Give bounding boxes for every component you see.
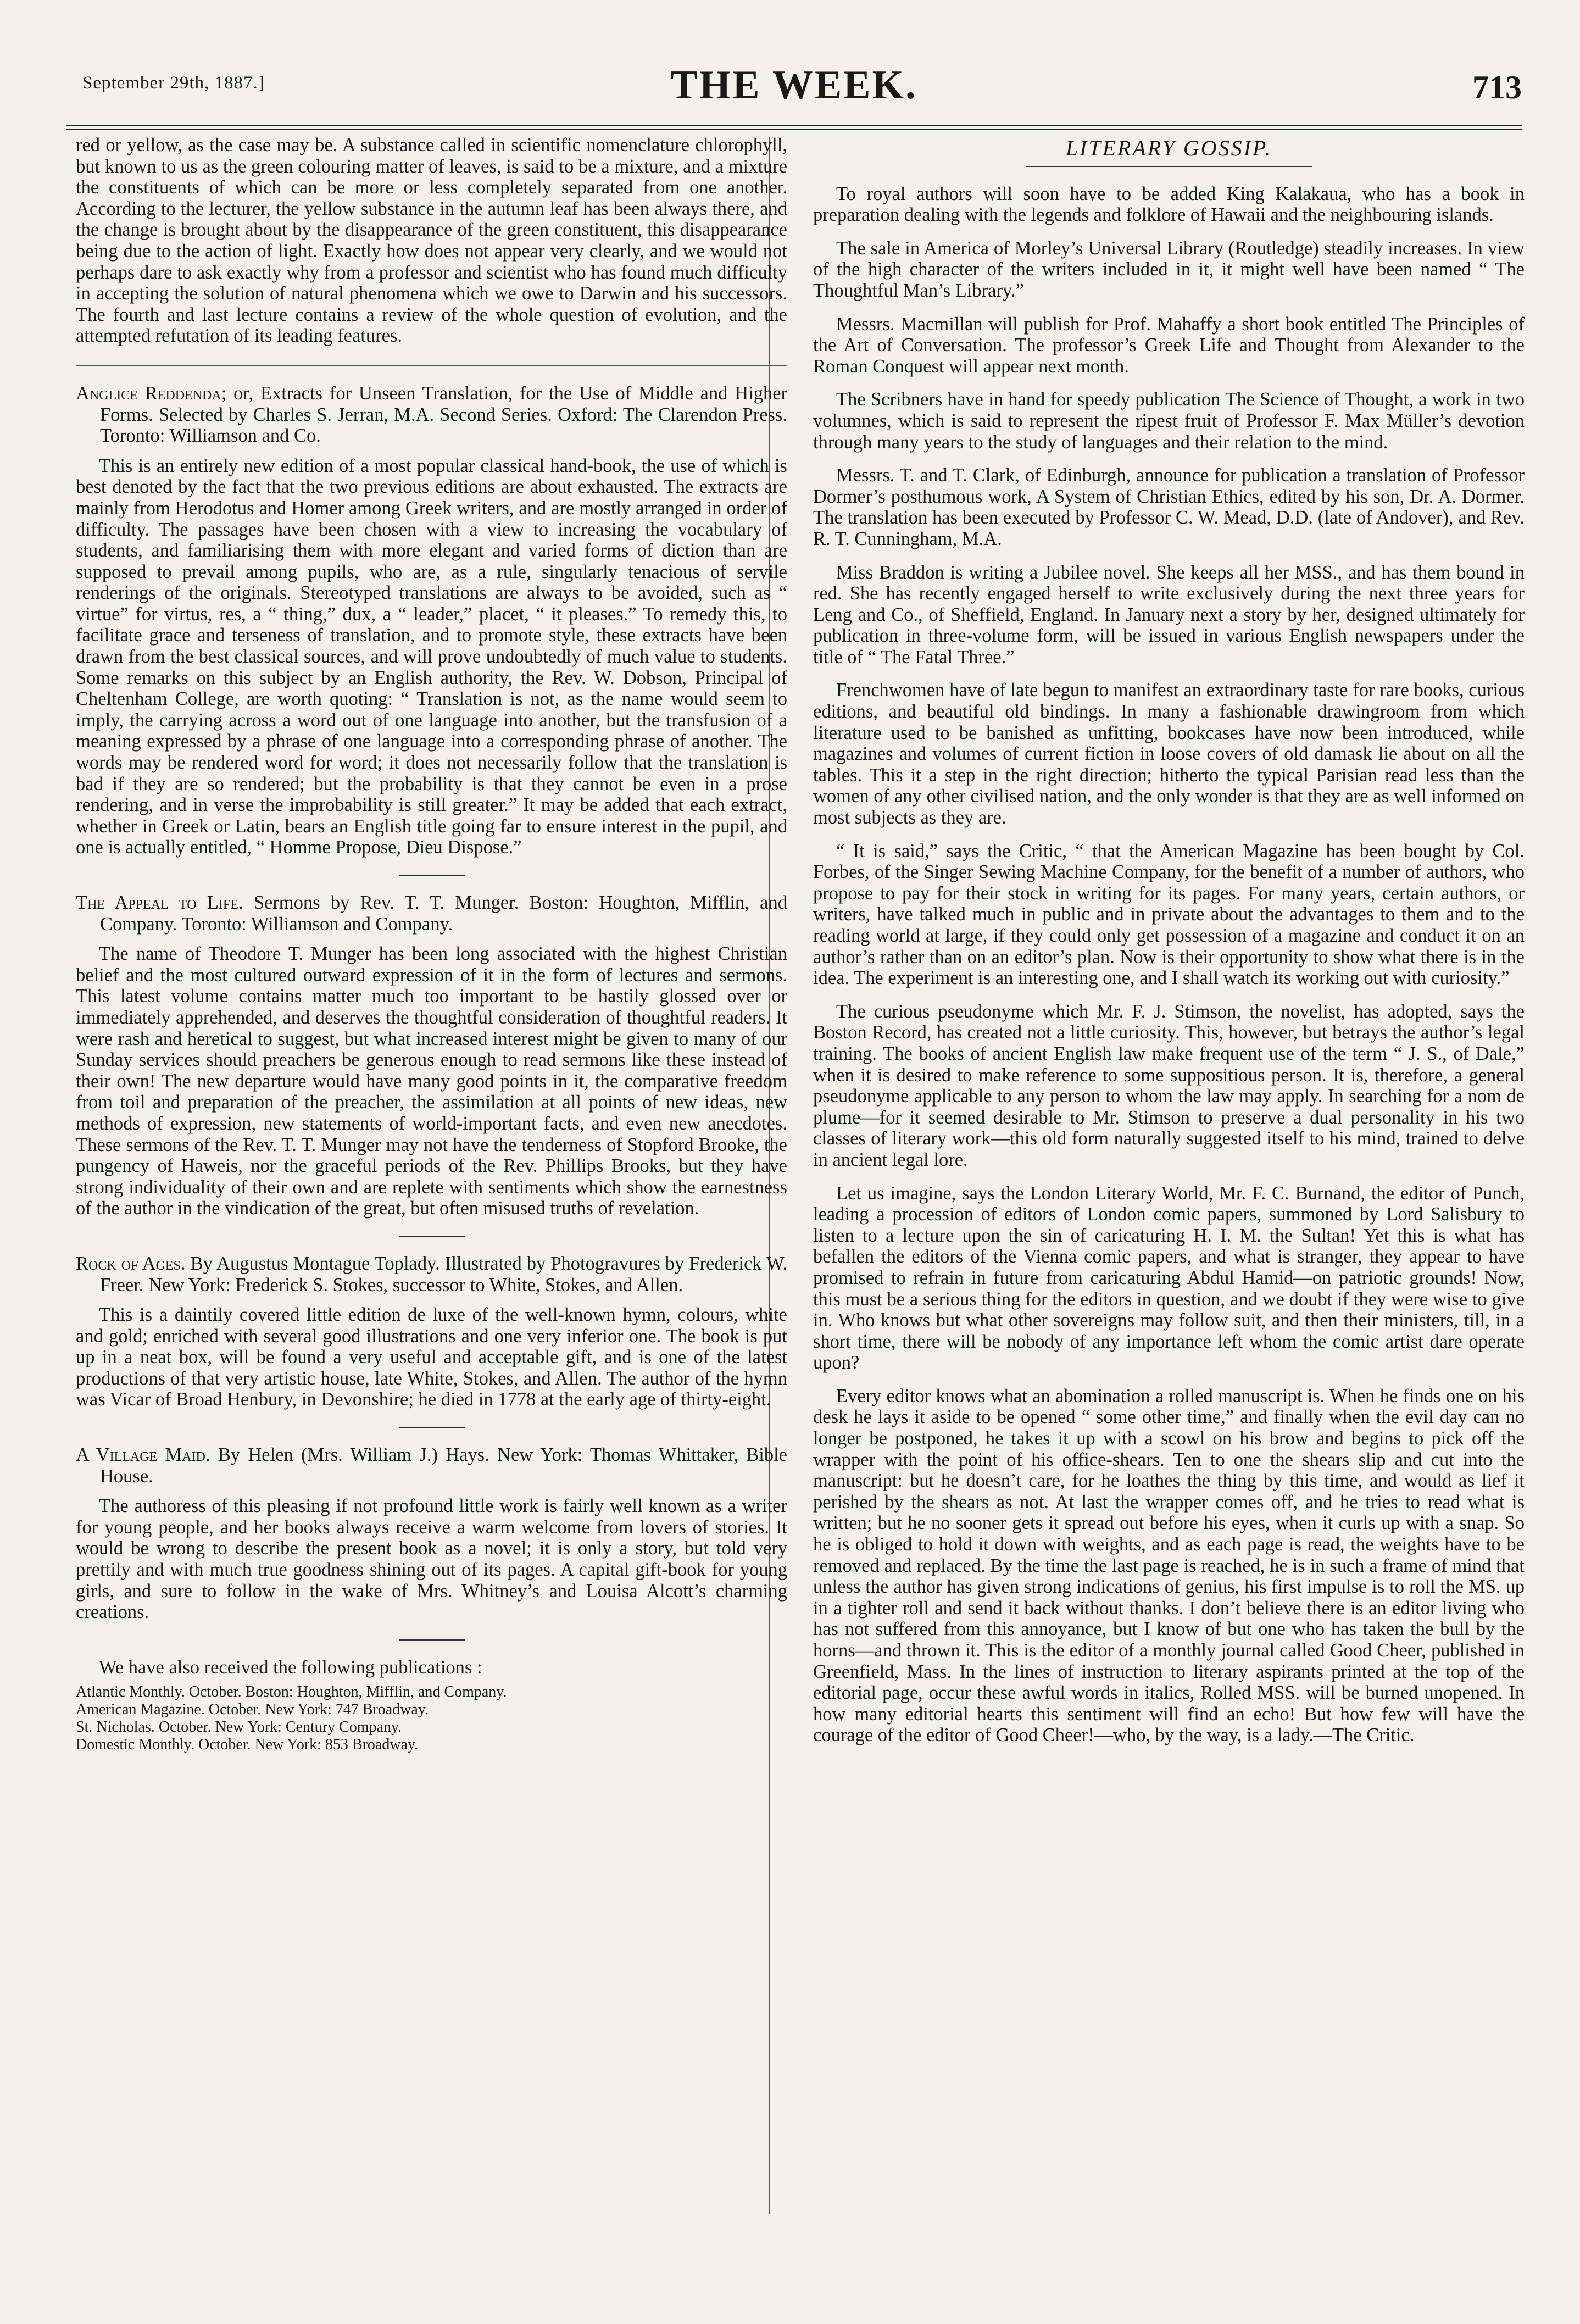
publications-list [76,1683,787,1754]
gossip-item: To royal authors will soon have to be added King Kalakaua, who has a book in preparation dealing with the legends and folklore of Hawaii and the neighbouring islands. [813,183,1525,226]
gossip-item: Every editor knows what an abomination a rolled manuscript is. When he finds one on his desk he lays it aside to be opened “ some other time,” and finally when the evil day can no longer be postponed, he takes it up with a scowl on his brow and begins to pick off the wrapper with the point of his office-shears. Ten to one the shears slip and cut into the manuscript: but he doesn’t care, for he loathes the thing by this time, and would as lief it perished by the shears as not. At last the wrapper comes off, and he tries to read what is written; but he no sooner gets it spread out before his eyes, when it curls up with a snap. So he is obliged to hold it down with weights, and as each page is read, the weights have to be removed and replaced. By the time the last page is reached, he is in such a frame of mind that unless the author has given strong indications of genius, his first impulse is to roll the MS. up in a tighter roll and send it back without thanks. I don’t believe there is an editor living who has not suffered from this annoyance, but I know of but one who has taken the bull by the horns—and thrown it. This is the editor of a monthly journal called Good Cheer, published in Greenfield, Mass. In the lines of instruction to literary aspirants printed at the top of the editorial page, occur these awful words in italics, Rolled MSS. will be burned unopened. In how many editorial hearts this sentiment will find an echo! But how few will have the courage of the editor of Good Cheer!—who, by the way, is a lady.—The Critic. [813,1385,1525,1746]
review-imprint: By Augustus Montague Toplady. Illustrated by Photogravures by Frederick W. Freer. New York: Frederick S. Stokes, successor to White, Stokes, and Allen. [100,1253,788,1296]
review-appeal-to-life [76,892,787,1219]
gossip-item: The curious pseudonyme which Mr. F. J. Stimson, the novelist, has adopted, says the Boston Record, has created not a little curiosity. This, however, but betrays the author’s legal training. The books of ancient English law make frequent use of the term “ J. S., of Dale,” when it is desired to make reference to some suppositious person. It is, therefore, a general pseudonyme applicable to any person to whom the law may apply. In searching for a nom de plume—for it seemed desirable to Mr. Stimson to preserve a dual personality in his two classes of literary work—this old form naturally suggested itself to his mind, trained to delve in ancient legal lore. [813,1000,1525,1170]
publication-item: St. Nicholas. October. New York: Century Company. [76,1719,402,1736]
gossip-item: Messrs. Macmillan will publish for Prof. Mahaffy a short book entitled The Principles of the Art of Conversation. The professor’s Greek Life and Thought from Alexander to the Roman Conquest will appear next month. [813,313,1525,377]
review-rock-of-ages [76,1253,787,1410]
left-column [76,135,787,1754]
review-imprint: ; or, Extracts for Unseen Translation, for the Use of Middle and Higher Forms. Selected by Charles S. Jerran, M.A. Second Series. Oxford: The Clarendon Press. Toronto: Williamson and Co. [100,382,787,447]
page-header [66,47,1522,129]
publication-item: American Magazine. October. New York: 747 Broadway. [76,1701,429,1719]
review-body: This is an entirely new edition of a most popular classical hand-book, the use of which is best denoted by the fact that the two previous editions are about exhausted. The extracts are mainly from Herodotus and Homer among Greek writers, and are mostly arranged in order of difficulty. The passages have been chosen with a view to increasing the vocabulary of students, and familiarising them with more elegant and varied forms of diction than are supposed to prevail among pupils, who are, as a rule, singularly tenacious of servile renderings of the originals. Stereotyped translations are always to be avoided, such as “ virtue” for virtus, res, a “ thing,” dux, a “ leader,” placet, “ it pleases.” To remedy this, to facilitate grace and terseness of translation, and to promote style, these extracts have been drawn from the best classical sources, and will prove undoubtedly of much value to students. Some remarks on this subject by an English authority, the Rev. W. Dobson, Principal of Cheltenham College, are worth quoting: “ Translation is not, as the name would seem to imply, the carrying across a word out of one language into another, but the transfusion of a meaning expressed by a phrase of one language into a corresponding phrase of another. The words may be rendered word for word; it does not necessarily follow that the translation is bad if they are so rendered; but the probability is that they cannot be even in a prose rendering, and in verse the improbability is still greater.” It may be added that each extract, whether in Greek or Latin, bears an English title going far to ensure interest in the pupil, and one is actually entitled, “ Homme Propose, Dieu Dispose.” [76,455,787,858]
review-title: Anglice Reddenda [76,382,221,404]
header-rule [66,124,1522,130]
review-imprint: By Helen (Mrs. William J.) Hays. New York: Thomas Whittaker, Bible House. [100,1444,787,1487]
review-title: Rock of Ages. [76,1253,186,1274]
section-rule [399,875,465,876]
heading-rule [1026,166,1312,167]
review-heading [76,1253,787,1296]
review-body: This is a daintily covered little edition de luxe of the well-known hymn, colours, white and gold; enriched with several good illustrations and one very inferior one. The book is put up in a neat box, will be found a very useful and acceptable gift, and is one of the latest productions of that very artistic house, late White, Stokes, and Allen. The author of the hymn was Vicar of Broad Henbury, in Devonshire; he died in 1778 at the early age of thirty-eight. [76,1304,787,1410]
review-heading [76,1444,787,1487]
review-title: A Village Maid. [76,1444,210,1466]
publication-item: Atlantic Monthly. October. Boston: Houghton, Mifflin, and Company. [76,1683,507,1701]
gossip-item: Frenchwomen have of late begun to manifest an extraordinary taste for rare books, curious editions, and beautiful old bindings. In many a fashionable drawingroom from which literature used to be banished as unfitting, bookcases have now been introduced, while magazines and volumes of current fiction in loose covers of old damask lie about on all the tables. This it a step in the right direction; hitherto the typical Parisian read less than the women of any other civilised nation, and the only wonder is that they are as well informed on most subjects as they are. [813,680,1525,829]
section-rule [399,1236,465,1237]
gossip-item: The sale in America of Morley’s Universal Library (Routledge) steadily increases. In view of the high character of the writers included in it, it might well have been named “ The Thoughtful Man’s Library.” [813,237,1525,301]
section-heading: LITERARY GOSSIP. [1065,136,1272,160]
gossip-item: Messrs. T. and T. Clark, of Edinburgh, announce for publication a translation of Professor Dormer’s posthumous work, A System of Christian Ethics, edited by his son, Dr. A. Dormer. The translation has been executed by Professor C. W. Mead, D.D. (late of Andover), and Rev. R. T. Cunningham, M.A. [813,465,1525,549]
review-imprint: Sermons by Rev. T. T. Munger. Boston: Houghton, Mifflin, and Company. Toronto: Williamson and Company. [100,892,787,935]
gossip-item: Miss Braddon is writing a Jubilee novel. She keeps all her MSS., and has them bound in red. She has recently engaged herself to write exclusively during the next three years for Leng and Co., of Sheffield, England. In January next a story by her, designed ultimately for publication in three-volume form, will be issued in various English newspapers under the title of “ The Fatal Three.” [813,561,1525,668]
issue-date: September 29th, 1887.] [82,73,265,93]
review-body: The authoress of this pleasing if not profound little work is fairly well known as a writer for young people, and her books always receive a warm welcome from lovers of stories. It would be wrong to describe the present book as a novel; it is only a story, but told very prettily and with much true goodness shining out of its pages. A capital gift-book for young girls, and sure to follow in the wake of Mrs. Whitney’s and Louisa Alcott’s charming creations. [76,1495,787,1623]
gossip-item: The Scribners have in hand for speedy publication The Science of Thought, a work in two volumnes, which is said to represent the ripest fruit of Professor F. Max Müller’s devotion through many years to the study of languages and their relation to the mind. [813,389,1525,453]
publications-received-heading: We have also received the following publications : [99,1656,482,1678]
review-heading [76,892,787,935]
masthead-title: THE WEEK. [670,63,917,108]
section-rule [76,365,787,366]
review-body: The name of Theodore T. Munger has been long associated with the highest Christian belief and the most cultured outward expression of it in the form of lectures and sermons. This latest volume contains matter much too important to be hastily glossed over or immediately apprehended, and deserves the thoughtful consideration of thoughtful readers. It were rash and heretical to suggest, but what increased interest might be given to many of our Sunday services should preachers be generous enough to read sermons like these instead of their own! The new departure would have many good points in it, the comparative freedom from toil and preparation of the preacher, the assimilation at all points of new ideas, new methods of expression, new statements of world-important facts, and even new anecdotes. These sermons of the Rev. T. T. Munger may not have the tenderness of Stopford Brooke, the pungency of Haweis, nor the graceful periods of the Rev. Phillips Brooks, but they have strong individuality of their own and are replete with sentiments which show the earnestness of the author in the vindication of the great, but often misused truths of revelation. [76,943,787,1219]
review-title: The Appeal to Life. [76,892,243,913]
gossip-item: Let us imagine, says the London Literary World, Mr. F. C. Burnand, the editor of Punch, leading a procession of editors of London comic papers, summoned by Lord Salisbury to listen to a lecture upon the sin of caricaturing H. I. M. the Sultan! Yet this is what has befallen the editors of the Vienna comic papers, and what is stranger, they appear to have promised to refrain in future from caricaturing Abdul Hamid—on patriotic grounds! Now, this must be a serious thing for the editors in question, and we doubt if they were wise to give in. Who knows but what other sovereigns may follow suit, and then their ministers, till, in a short time, there will be nobody of any importance left whom the comic artist dare operate upon? [813,1182,1525,1374]
publication-item: Domestic Monthly. October. New York: 853 Broadway. [76,1736,419,1754]
right-column [813,135,1525,1758]
review-village-maid [76,1444,787,1623]
section-rule [399,1427,465,1428]
section-rule [399,1639,465,1641]
lecture-review-continuation: red or yellow, as the case may be. A substance called in scientific nomenclature chlorophyll, but known to us as the green colouring matter of leaves, is said to be a mixture, and a mixture the constituents of which can be more or less completely separated from one another. According to the lecturer, the yellow substance in the autumn leaf has been always there, and the change is brought about by the disappearance of the green constituent, this disappearance being due to the action of light. Exactly how does not appear very clearly, and we would not perhaps dare to ask exactly why from a professor and scientist who has found much difficulty in accepting the solution of natural phenomena which we owe to Darwin and his successors. The fourth and last lecture contains a review of the whole question of evolution, and the attempted refutation of its leading features. [76,135,787,347]
review-anglice-reddenda [76,383,787,858]
review-heading [76,383,787,447]
page-number: 713 [1472,69,1522,105]
gossip-item: “ It is said,” says the Critic, “ that the American Magazine has been bought by Col. Forbes, of the Singer Sewing Machine Company, for the benefit of a number of authors, who propose to pay for their stock in writing for its pages. For many years, certain authors, or writers, have talked much in public and in private about the advantages to them and to the reading world at large, if they could only get possession of a magazine and conduct it on an author’s rather than on an editor’s plan. Now is their opportunity to show what there is in the idea. The experiment is an interesting one, and I shall watch its working out with curiosity.” [813,840,1525,989]
